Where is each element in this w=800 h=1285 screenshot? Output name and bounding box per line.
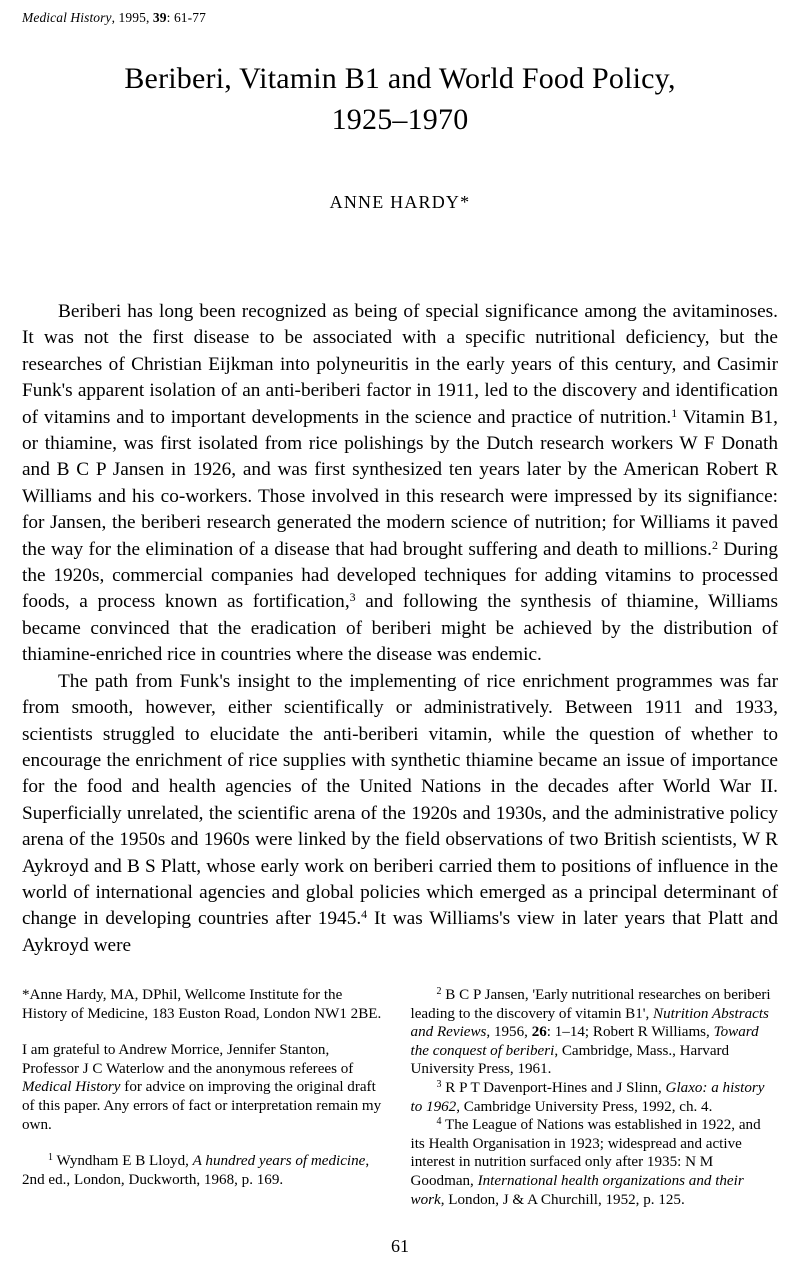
footnote-1-text-a: Wyndham E B Lloyd, bbox=[52, 1153, 193, 1170]
footnote-1 bbox=[22, 1152, 385, 1189]
footnote-2-text-a: B C P Jansen, 'Early nutritional researches on beriberi leading to the discovery of vitamin B1', bbox=[410, 987, 771, 1022]
footnote-2-book-title: Toward the conquest of beriberi bbox=[410, 1024, 759, 1059]
footnote-2-text-d: , Cambridge, Mass., Harvard University Press, 1961. bbox=[410, 1042, 730, 1078]
paragraph-2-text-a: The path from Funk's insight to the implementing of rice enrichment programmes was far from smooth, however, either scientifically or administratively. Between 1911 and 1933, scientists struggled to elucidate the anti-beriberi vitamin, while the question of whether to encourage the enrichment of rice supplies with synthetic thiamine became an issue of importance for the food and health agencies of the United Nations in the decades after World War II. Superficially unrelated, the scientific arena of the 1920s and 1930s, and the administrative policy arena of the 1950s and 1960s were linked by the field observations of two British scientists, W R Aykroyd and B S Platt, whose early work on beriberi carried them to positions of influence in the world of international agencies and global policies which emerged as a principal determinant of change in developing countries after 1945. bbox=[22, 670, 778, 930]
footnote-3-text-a: R P T Davenport-Hines and J Slinn, bbox=[441, 1079, 666, 1096]
paragraph-1-text-b: Vitamin B1, or thiamine, was first isolated from rice polishings by the Dutch research workers W F Donath and B C P Jansen in 1926, and was first synthesized ten years later by the American Robert R Williams and his co-workers. Those involved in this research were impressed by its signifiance: for Jansen, the beriberi research generated the modern science of nutrition; for Williams it paved the way for the elimination of a disease that had brought suffering and death to millions. bbox=[22, 406, 778, 560]
running-head-pages: : 61-77 bbox=[166, 10, 206, 25]
footnote-1-title: A hundred years of medicine bbox=[192, 1153, 366, 1170]
footnote-2-volume: 26 bbox=[531, 1024, 547, 1041]
affiliation-marker: * bbox=[22, 987, 30, 1003]
acknowledgement-note bbox=[22, 1041, 385, 1134]
footnote-1-text-b: , 2nd ed., London, Duckworth, 1968, p. 169. bbox=[22, 1153, 370, 1188]
footnote-2-text-b: , 1956, bbox=[486, 1024, 532, 1041]
page-number: 61 bbox=[391, 1236, 409, 1256]
footnote-area bbox=[22, 986, 778, 1209]
acknowledgement-text-a: I am grateful to Andrew Morrice, Jennifer Stanton, Professor J C Waterlow and the anonymous referees of bbox=[22, 1042, 354, 1077]
footnote-4-book-title: International health organizations and their work bbox=[410, 1172, 744, 1208]
footnote-4 bbox=[411, 1116, 778, 1209]
footnote-2-text-c: : 1–14; Robert R Williams, bbox=[546, 1024, 714, 1041]
journal-title: Medical History bbox=[22, 10, 112, 25]
body-paragraph-1 bbox=[22, 299, 778, 669]
footnote-3-marker: 3 bbox=[436, 1078, 442, 1090]
footnote-3 bbox=[411, 1079, 778, 1116]
author-affiliation-note bbox=[22, 986, 385, 1023]
acknowledgement-text-b: for advice on improving the original draft of this paper. Any errors of fact or interpretation remain my own. bbox=[22, 1079, 382, 1133]
footnote-2-marker: 2 bbox=[436, 985, 442, 997]
running-head-year: , 1995, bbox=[111, 10, 153, 25]
footnote-ref-1[interactable]: 1 bbox=[671, 405, 678, 420]
article-title-line-2: 1925–1970 bbox=[331, 103, 469, 136]
footnote-column-left bbox=[22, 986, 385, 1209]
paragraph-1-text-a: Beriberi has long been recognized as being of special significance among the avitaminoses. It was not the first disease to be associated with a specific nutritional deficiency, but the researches of Christian Eijkman into polyneuritis in the early years of this century, and Casimir Funk's apparent isolation of an anti-beriberi factor in 1911, led to the discovery and identification of vitamins and to important developments in the science and practice of nutrition. bbox=[22, 301, 778, 428]
running-head-volume: 39 bbox=[152, 10, 167, 25]
article-title-line-1: Beriberi, Vitamin B1 and World Food Policy, bbox=[124, 62, 676, 95]
footnote-3-book-title: Glaxo: a history to 1962 bbox=[410, 1079, 765, 1115]
acknowledgement-journal-name: Medical History bbox=[22, 1079, 121, 1096]
affiliation-text: Anne Hardy, MA, DPhil, Wellcome Institute for the History of Medicine, 183 Euston Road, London NW1 2BE. bbox=[22, 987, 382, 1022]
paragraph-1-text-d: and following the synthesis of thiamine, Williams became convinced that the eradication of beriberi might be achieved by the distribution of thiamine-enriched rice in countries where the disease was endemic. bbox=[22, 591, 778, 666]
footnote-ref-2[interactable]: 2 bbox=[711, 537, 718, 552]
footnote-3-text-b: , Cambridge University Press, 1992, ch. 4. bbox=[456, 1098, 713, 1115]
running-head bbox=[22, 10, 778, 26]
paragraph-2-text-b: It was Williams's view in later years that Platt and Aykroyd were bbox=[22, 908, 778, 956]
footnote-ref-3[interactable]: 3 bbox=[349, 590, 356, 605]
footnote-1-marker: 1 bbox=[48, 1151, 53, 1163]
footnote-ref-4[interactable]: 4 bbox=[361, 907, 368, 922]
paragraph-1-text-c: During the 1920s, commercial companies had developed techniques for adding vitamins to processed foods, a process known as fortification, bbox=[22, 538, 778, 613]
body-paragraph-2 bbox=[22, 669, 778, 959]
footnote-4-text-b: , London, J & A Churchill, 1952, p. 125. bbox=[440, 1191, 685, 1208]
footnote-2-journal: Nutrition Abstracts and Reviews bbox=[410, 1005, 769, 1041]
footnote-2 bbox=[411, 986, 778, 1079]
title-block bbox=[22, 58, 778, 140]
author-byline: ANNE HARDY* bbox=[329, 192, 471, 212]
article-body bbox=[22, 299, 778, 959]
footnote-column-right bbox=[411, 986, 778, 1209]
footnote-4-text-a: The League of Nations was established in 1922, and its Health Organisation in 1923; widespread and active interest in nutrition surfaced only after 1935: N M Goodman, bbox=[410, 1117, 761, 1189]
footnote-4-marker: 4 bbox=[436, 1115, 442, 1127]
